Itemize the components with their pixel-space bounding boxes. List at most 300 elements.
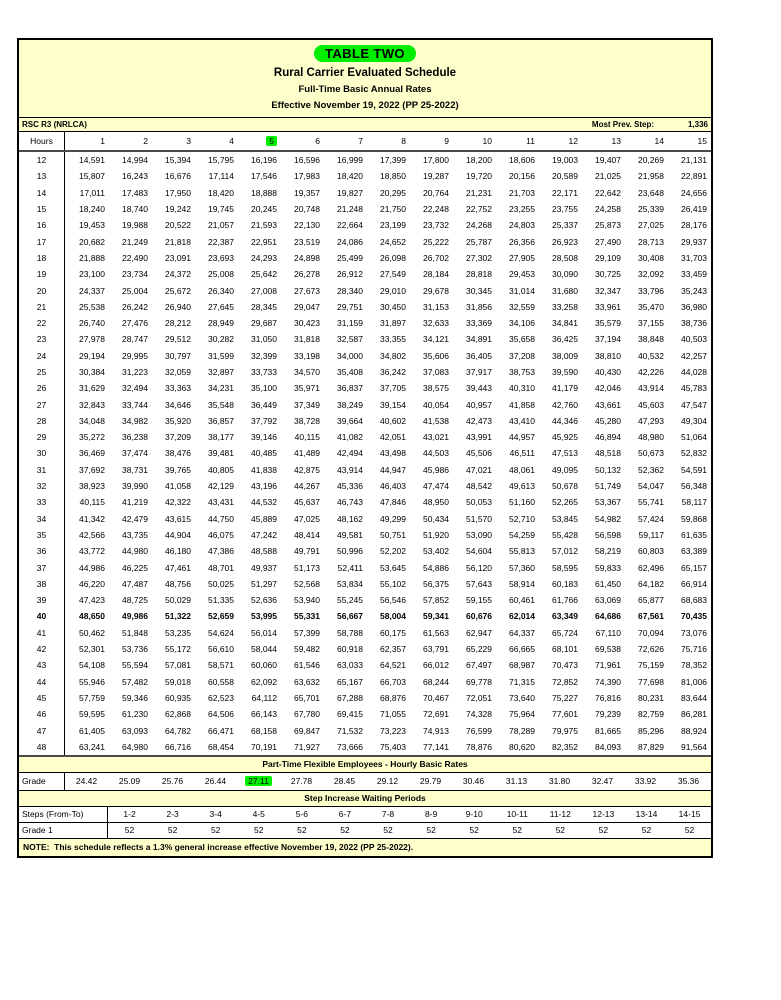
rate-cell: 29,751 <box>337 301 363 312</box>
rate-cell: 34,231 <box>208 383 234 394</box>
rate-cell: 42,257 <box>681 350 707 361</box>
rate-cell: 52,568 <box>294 578 320 589</box>
rate-cell: 59,341 <box>423 611 449 622</box>
rate-cell: 31,897 <box>380 318 406 329</box>
grade1-row <box>19 823 711 839</box>
grade1-label: Grade 1 <box>19 823 108 838</box>
rate-cell: 24,898 <box>294 252 320 263</box>
rate-cell: 37,349 <box>294 399 320 410</box>
ptf-rate-cell: 33.92 <box>634 776 657 787</box>
rate-cell: 26,912 <box>337 269 363 280</box>
rate-cell: 72,626 <box>638 644 664 655</box>
hours-cell: 41 <box>19 625 65 641</box>
rate-cell: 35,470 <box>638 301 664 312</box>
rate-cell: 57,012 <box>552 546 578 557</box>
rate-cell: 62,496 <box>638 562 664 573</box>
hours-cell: 20 <box>19 282 65 298</box>
rate-cell: 50,996 <box>337 546 363 557</box>
rate-cell: 49,791 <box>294 546 320 557</box>
rate-cell: 23,693 <box>208 252 234 263</box>
rate-cell: 47,461 <box>165 562 191 573</box>
rate-cell: 24,656 <box>681 187 707 198</box>
rate-cell: 63,241 <box>79 741 105 752</box>
rate-cell: 60,175 <box>380 627 406 638</box>
rate-cell: 43,410 <box>509 415 535 426</box>
rate-cell: 75,403 <box>380 741 406 752</box>
rate-cell: 64,182 <box>638 578 664 589</box>
rate-cell: 68,454 <box>208 741 234 752</box>
highlighted-ptf-rate: 27.11 <box>245 776 272 786</box>
rate-cell: 58,914 <box>509 578 535 589</box>
rate-cell: 65,167 <box>337 676 363 687</box>
rate-cell: 44,947 <box>380 464 406 475</box>
rate-cell: 49,299 <box>380 513 406 524</box>
rate-cell: 33,355 <box>380 334 406 345</box>
rate-cell: 31,223 <box>122 367 148 377</box>
rate-cell: 63,632 <box>294 676 320 687</box>
rate-cell: 47,547 <box>681 399 707 410</box>
hours-cell: 25 <box>19 364 65 380</box>
rate-cell: 75,716 <box>681 644 707 655</box>
rate-cell: 48,518 <box>595 448 621 459</box>
rate-cell: 53,367 <box>595 497 621 508</box>
rate-cell: 53,235 <box>165 627 191 638</box>
rate-cell: 33,733 <box>251 367 277 377</box>
rate-row-36 <box>19 543 711 559</box>
rate-cell: 40,805 <box>208 464 234 475</box>
rate-cell: 23,199 <box>380 220 406 231</box>
rate-cell: 47,846 <box>380 497 406 508</box>
rate-row-27 <box>19 396 711 412</box>
rate-cell: 17,011 <box>79 187 105 198</box>
rate-row-42 <box>19 641 711 657</box>
rate-cell: 25,873 <box>595 220 621 231</box>
rate-cell: 25,672 <box>165 285 191 296</box>
rate-cell: 31,599 <box>208 350 234 361</box>
rate-cell: 49,304 <box>681 415 707 426</box>
rate-cell: 58,044 <box>251 644 277 655</box>
hours-cell: 35 <box>19 527 65 543</box>
schedule-subtitle: Rural Carrier Evaluated Schedule <box>273 67 457 79</box>
rate-cell: 45,603 <box>638 399 664 410</box>
rate-cell: 52,710 <box>509 513 535 524</box>
rate-cell: 31,703 <box>681 252 707 263</box>
rate-cell: 60,803 <box>638 546 664 557</box>
step-header-5 <box>237 132 280 150</box>
rate-cell: 42,566 <box>79 529 105 540</box>
rate-cell: 42,473 <box>466 415 492 426</box>
rate-cell: 25,004 <box>122 285 148 296</box>
rate-cell: 44,957 <box>509 432 535 443</box>
rate-cell: 64,112 <box>251 692 277 703</box>
rate-cell: 80,620 <box>509 741 535 752</box>
rate-cell: 63,791 <box>423 644 449 655</box>
rate-cell: 27,673 <box>294 285 320 296</box>
rate-cell: 59,833 <box>595 562 621 573</box>
rate-cell: 73,076 <box>681 627 707 638</box>
rate-cell: 24,293 <box>251 252 277 263</box>
hours-cell: 45 <box>19 690 65 706</box>
rate-cell: 63,389 <box>681 546 707 557</box>
rate-cell: 42,129 <box>208 481 234 492</box>
ptf-rate-cell: 30.46 <box>462 776 485 787</box>
rate-cell: 69,415 <box>337 709 363 720</box>
step-header-14: 14 <box>654 136 664 146</box>
rate-cell: 59,868 <box>681 513 707 524</box>
rate-cell: 26,740 <box>79 318 105 329</box>
rate-cell: 16,243 <box>122 171 148 182</box>
rate-cell: 15,795 <box>208 155 234 166</box>
rate-cell: 67,288 <box>337 692 363 703</box>
rate-cell: 50,029 <box>165 595 191 606</box>
rate-cell: 71,315 <box>509 676 535 687</box>
rate-cell: 32,633 <box>423 318 449 329</box>
rate-cell: 56,375 <box>423 578 449 589</box>
rate-cell: 39,146 <box>251 432 277 443</box>
rate-cell: 62,868 <box>165 709 191 720</box>
rate-cell: 20,295 <box>380 187 406 198</box>
title-block <box>19 40 711 118</box>
rate-cell: 20,269 <box>638 155 664 166</box>
rate-cell: 31,629 <box>79 383 105 394</box>
rate-row-13 <box>19 168 711 184</box>
note-text: NOTE: This schedule reflects a 1.3% general increase effective November 19, 2022 (PP 25-2022). <box>23 842 414 853</box>
rate-cell: 17,800 <box>423 155 449 166</box>
rate-cell: 54,604 <box>466 546 492 557</box>
rate-cell: 64,686 <box>595 611 621 622</box>
rate-cell: 57,643 <box>466 578 492 589</box>
rate-cell: 24,803 <box>509 220 535 231</box>
rate-cell: 35,548 <box>208 399 234 410</box>
rate-cell: 60,918 <box>337 644 363 655</box>
rate-cell: 46,403 <box>380 481 406 492</box>
rate-cell: 41,858 <box>509 399 535 410</box>
rate-cell: 61,563 <box>423 627 449 638</box>
rate-cell: 29,687 <box>251 318 277 329</box>
most-prev-step <box>592 120 708 129</box>
step-header-15: 15 <box>697 136 707 146</box>
waiting-period-cell: 52 <box>641 825 652 836</box>
rate-cell: 55,245 <box>337 595 363 606</box>
rate-cell: 23,091 <box>165 252 191 263</box>
rate-cell: 61,766 <box>552 595 578 606</box>
rate-cell: 22,130 <box>294 220 320 231</box>
rate-cell: 28,747 <box>122 334 148 345</box>
rate-cell: 18,200 <box>466 155 492 166</box>
rate-cell: 54,259 <box>509 529 535 540</box>
hours-cell: 28 <box>19 413 65 429</box>
rate-cell: 54,108 <box>79 660 105 671</box>
hours-cell: 13 <box>19 168 65 184</box>
rate-cell: 60,558 <box>208 676 234 687</box>
rate-cell: 28,345 <box>251 301 277 312</box>
rate-cell: 74,390 <box>595 676 621 687</box>
rate-cell: 65,157 <box>681 562 707 573</box>
rate-cell: 62,014 <box>509 611 535 622</box>
waiting-period-cell: 52 <box>383 825 393 836</box>
rate-cell: 30,725 <box>595 269 621 280</box>
rate-cell: 50,673 <box>638 448 664 459</box>
rate-cell: 50,025 <box>208 578 234 589</box>
rate-cell: 27,645 <box>208 301 234 312</box>
rate-cell: 23,732 <box>423 220 449 231</box>
rate-cell: 29,453 <box>509 269 535 280</box>
hours-cell: 30 <box>19 445 65 461</box>
step-header-9: 9 <box>444 136 449 146</box>
rate-cell: 46,894 <box>595 432 621 443</box>
rate-cell: 84,093 <box>595 741 621 752</box>
schedule-table <box>17 38 713 858</box>
rate-cell: 38,736 <box>681 318 707 329</box>
rate-cell: 57,852 <box>423 595 449 606</box>
step-range-cell: 14-15 <box>678 809 701 820</box>
hours-cell: 24 <box>19 348 65 364</box>
step-range-cell: 9-10 <box>465 809 483 820</box>
rate-cell: 38,575 <box>423 383 449 394</box>
hours-cell: 31 <box>19 462 65 478</box>
rate-row-40 <box>19 608 711 624</box>
rate-cell: 45,986 <box>423 464 449 475</box>
rate-cell: 18,420 <box>208 187 234 198</box>
rate-cell: 40,054 <box>423 399 449 410</box>
waiting-period-cell: 52 <box>124 825 135 836</box>
rate-cell: 34,106 <box>509 318 535 329</box>
rate-cell: 25,008 <box>208 269 234 280</box>
rate-cell: 36,857 <box>208 415 234 426</box>
rate-cell: 33,363 <box>165 383 191 394</box>
highlighted-step-header: 5 <box>266 136 277 146</box>
hours-cell: 26 <box>19 380 65 396</box>
step-range-cell: 2-3 <box>166 809 179 820</box>
rate-cell: 55,172 <box>165 644 191 655</box>
rate-cell: 37,792 <box>251 415 277 426</box>
rate-cell: 15,394 <box>165 155 191 166</box>
rate-cell: 52,832 <box>681 448 707 459</box>
rate-cell: 32,559 <box>509 301 535 312</box>
rate-cell: 22,664 <box>337 220 363 231</box>
rate-row-41 <box>19 625 711 641</box>
rate-cell: 46,511 <box>509 448 535 459</box>
rate-cell: 58,219 <box>595 546 621 557</box>
rate-cell: 37,705 <box>380 383 406 394</box>
rate-cell: 22,891 <box>681 171 707 182</box>
rate-cell: 59,346 <box>122 692 148 703</box>
rate-cell: 64,782 <box>165 725 191 736</box>
rate-cell: 27,490 <box>595 236 621 247</box>
rate-cell: 53,090 <box>466 529 492 540</box>
rate-cell: 72,051 <box>466 692 492 703</box>
rate-cell: 19,407 <box>595 155 621 166</box>
rate-cell: 23,734 <box>122 269 148 280</box>
rate-cell: 54,047 <box>638 481 664 492</box>
rate-cell: 41,082 <box>337 432 363 443</box>
rate-cell: 31,050 <box>251 334 277 345</box>
rate-cell: 59,482 <box>294 644 320 655</box>
rate-cell: 33,796 <box>638 285 664 296</box>
rate-cell: 35,658 <box>509 334 535 345</box>
waiting-period-cell: 52 <box>254 825 264 836</box>
step-header-12: 12 <box>568 136 578 146</box>
rate-cell: 74,913 <box>423 725 449 736</box>
rate-cell: 41,342 <box>79 513 105 524</box>
rate-cell: 54,591 <box>681 464 707 475</box>
waiting-period-cell: 52 <box>167 825 178 836</box>
rate-cell: 23,100 <box>79 269 105 280</box>
effective-date-subtitle: Effective November 19, 2022 (PP 25-2022) <box>271 100 459 111</box>
rate-cell: 44,980 <box>122 546 148 557</box>
rate-cell: 39,765 <box>165 464 191 475</box>
rate-cell: 33,961 <box>595 301 621 312</box>
rate-row-18 <box>19 250 711 266</box>
rate-row-32 <box>19 478 711 494</box>
rate-cell: 24,337 <box>79 285 105 296</box>
rate-row-33 <box>19 494 711 510</box>
rate-cell: 35,971 <box>294 383 320 394</box>
rate-cell: 75,159 <box>638 660 664 671</box>
hours-cell: 19 <box>19 266 65 282</box>
rate-row-39 <box>19 592 711 608</box>
rate-cell: 25,538 <box>79 301 105 312</box>
hours-cell: 47 <box>19 722 65 738</box>
rate-cell: 33,744 <box>122 399 148 410</box>
rate-cell: 27,905 <box>509 252 535 263</box>
hours-cell: 21 <box>19 299 65 315</box>
rate-cell: 43,991 <box>466 432 492 443</box>
rate-cell: 42,322 <box>165 497 191 508</box>
rate-cell: 39,154 <box>380 399 406 410</box>
rate-cell: 56,546 <box>380 595 406 606</box>
rate-cell: 21,249 <box>122 236 148 247</box>
rate-row-12 <box>19 152 711 168</box>
rate-cell: 48,542 <box>466 481 492 492</box>
rate-cell: 51,297 <box>251 578 277 589</box>
rate-cell: 79,975 <box>552 725 578 736</box>
rate-cell: 27,302 <box>466 252 492 263</box>
step-range-cell: 7-8 <box>381 809 395 820</box>
hours-cell: 38 <box>19 576 65 592</box>
step-header-2: 2 <box>143 136 148 146</box>
rate-cell: 48,414 <box>294 529 320 540</box>
rate-row-44 <box>19 674 711 690</box>
rate-cell: 43,021 <box>423 432 449 443</box>
rate-cell: 61,405 <box>79 725 105 736</box>
hours-cell: 18 <box>19 250 65 266</box>
rate-cell: 49,986 <box>122 611 148 622</box>
rate-cell: 69,847 <box>294 725 320 736</box>
rate-cell: 30,797 <box>165 350 191 361</box>
rate-cell: 51,322 <box>165 611 191 622</box>
rate-cell: 35,100 <box>251 383 277 394</box>
rate-cell: 45,280 <box>595 415 621 426</box>
rate-cell: 58,117 <box>681 497 707 508</box>
most-prev-step-label: Most Prev. Step: <box>591 120 654 129</box>
rate-cell: 55,428 <box>552 529 578 540</box>
rate-cell: 32,897 <box>208 367 234 377</box>
rate-cell: 44,028 <box>681 367 707 377</box>
rate-cell: 34,891 <box>466 334 492 345</box>
rate-cell: 86,281 <box>681 709 707 720</box>
rate-cell: 37,692 <box>79 464 105 475</box>
step-range-cell: 3-4 <box>209 809 222 820</box>
rate-cell: 60,060 <box>251 660 277 671</box>
waiting-period-cell: 52 <box>598 825 609 836</box>
step-header-1: 1 <box>100 136 105 146</box>
ptf-rate-cell: 32.47 <box>591 776 614 787</box>
waiting-period-cell: 52 <box>340 825 350 836</box>
rate-cell: 66,143 <box>251 709 277 720</box>
rate-cell: 50,462 <box>79 627 105 638</box>
rate-cell: 28,212 <box>165 318 191 329</box>
rate-cell: 48,725 <box>122 595 148 606</box>
rate-cell: 65,229 <box>466 644 492 655</box>
rate-cell: 38,249 <box>337 399 363 410</box>
rate-cell: 25,787 <box>466 236 492 247</box>
rate-cell: 65,724 <box>552 627 578 638</box>
rate-cell: 91,564 <box>681 741 707 752</box>
rate-cell: 44,346 <box>552 415 578 426</box>
step-range-cell: 4-5 <box>252 809 265 820</box>
hours-cell: 16 <box>19 217 65 233</box>
rate-cell: 21,958 <box>638 171 664 182</box>
rate-cell: 40,310 <box>509 383 535 394</box>
rate-cell: 39,990 <box>122 481 148 492</box>
rate-cell: 33,459 <box>681 269 707 280</box>
rate-cell: 64,506 <box>208 709 234 720</box>
rate-cell: 51,749 <box>595 481 621 492</box>
rate-cell: 50,132 <box>595 464 621 475</box>
rate-cell: 60,676 <box>466 611 492 622</box>
rate-cell: 17,483 <box>122 187 148 198</box>
rate-cell: 53,845 <box>552 513 578 524</box>
rate-cell: 19,720 <box>466 171 492 182</box>
rate-cell: 45,783 <box>681 383 707 394</box>
rate-cell: 31,153 <box>423 301 449 312</box>
rate-cell: 82,352 <box>552 741 578 752</box>
step-range-cell: 5-6 <box>295 809 308 820</box>
hours-cell: 34 <box>19 511 65 527</box>
rate-cell: 43,661 <box>595 399 621 410</box>
rate-cell: 70,191 <box>251 741 277 752</box>
rate-row-46 <box>19 706 711 722</box>
rate-cell: 20,522 <box>165 220 191 231</box>
rate-cell: 24,652 <box>380 236 406 247</box>
rate-cell: 19,988 <box>122 220 148 231</box>
hours-cell: 36 <box>19 543 65 559</box>
rate-cell: 40,532 <box>638 350 664 361</box>
rate-cell: 62,357 <box>380 644 406 655</box>
rate-cell: 31,159 <box>337 318 363 329</box>
rate-cell: 53,995 <box>251 611 277 622</box>
rate-cell: 62,523 <box>208 692 234 703</box>
rate-cell: 33,258 <box>552 301 578 312</box>
rate-cell: 48,650 <box>79 611 105 622</box>
ptf-rate-cell <box>237 773 280 790</box>
rate-cell: 19,357 <box>294 187 320 198</box>
hours-cell: 22 <box>19 315 65 331</box>
hours-cell: 32 <box>19 478 65 494</box>
rate-cell: 47,242 <box>251 529 277 540</box>
rate-cell: 54,886 <box>423 562 449 573</box>
rate-cell: 62,947 <box>466 627 492 638</box>
rate-cell: 53,834 <box>337 578 363 589</box>
rate-cell: 66,914 <box>681 578 707 589</box>
rate-cell: 56,348 <box>681 481 707 492</box>
rate-cell: 29,109 <box>595 252 621 263</box>
rate-cell: 61,546 <box>294 660 320 671</box>
rate-cell: 28,949 <box>208 318 234 329</box>
rate-cell: 70,473 <box>552 660 578 671</box>
rate-cell: 76,599 <box>466 725 492 736</box>
